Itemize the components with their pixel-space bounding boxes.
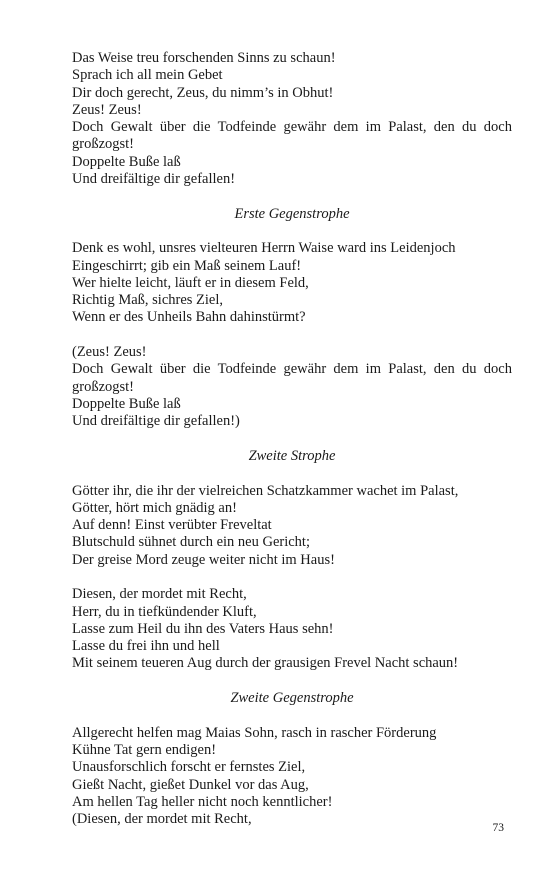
text-body bbox=[72, 50, 512, 828]
verse-line: Lasse du frei ihn und hell bbox=[72, 638, 220, 654]
verse-line: Herr, du in tiefkündender Kluft, bbox=[72, 603, 257, 620]
stanza-gap bbox=[72, 188, 512, 206]
verse-line: Gießt Nacht, gießet Dunkel vor das Aug, bbox=[72, 776, 309, 793]
section-heading-erste-gegenstrophe: Erste Gegenstrophe bbox=[234, 205, 350, 222]
stanza-6 bbox=[72, 725, 512, 829]
verse-line: Das Weise treu forschenden Sinns zu schaun! bbox=[72, 50, 336, 66]
verse-line: Doppelte Buße laß bbox=[72, 395, 181, 412]
verse-line: Diesen, der mordet mit Recht, bbox=[72, 586, 247, 603]
verse-line: Und dreifältige dir gefallen!) bbox=[72, 413, 240, 429]
verse-line: Zeus! Zeus! bbox=[72, 101, 142, 118]
stanza-3 bbox=[72, 344, 512, 430]
stanza-5 bbox=[72, 586, 512, 672]
verse-line: Allgerecht helfen mag Maias Sohn, rasch in rascher Förderung bbox=[72, 724, 437, 741]
page-number: 73 bbox=[492, 822, 504, 834]
verse-line: Auf denn! Einst verübter Freveltat bbox=[72, 517, 272, 533]
verse-line: Sprach ich all mein Gebet bbox=[72, 67, 223, 84]
verse-line: Götter ihr, die ihr der vielreichen Schatzkammer wachet im Palast, bbox=[72, 482, 459, 499]
verse-line: Und dreifältige dir gefallen! bbox=[72, 170, 236, 187]
stanza-gap bbox=[72, 707, 512, 725]
stanza-gap bbox=[72, 673, 512, 691]
verse-line: Unausforschlich forscht er fernstes Ziel, bbox=[72, 759, 306, 776]
verse-line: (Diesen, der mordet mit Recht, bbox=[72, 811, 252, 827]
verse-line: Blutschuld sühnet durch ein neu Gericht; bbox=[72, 534, 310, 551]
verse-line: Doch Gewalt über die Todfeinde gewähr dem im Palast, den du doch großzogst! bbox=[72, 119, 512, 153]
verse-line: Der greise Mord zeuge weiter nicht im Haus! bbox=[72, 551, 335, 568]
stanza-1 bbox=[72, 50, 512, 188]
stanza-gap bbox=[72, 327, 512, 345]
stanza-2 bbox=[72, 240, 512, 326]
verse-line: Denk es wohl, unsres vielteuren Herrn Waise ward ins Leidenjoch bbox=[72, 240, 456, 257]
verse-line: Doppelte Buße laß bbox=[72, 153, 181, 170]
verse-line: Am hellen Tag heller nicht noch kenntlicher! bbox=[72, 793, 333, 810]
stanza-gap bbox=[72, 569, 512, 587]
verse-line: Kühne Tat gern endigen! bbox=[72, 742, 217, 758]
verse-line: Eingeschirrt; gib ein Maß seinem Lauf! bbox=[72, 257, 302, 274]
verse-line: Wenn er des Unheils Bahn dahinstürmt? bbox=[72, 309, 306, 326]
verse-line: Götter, hört mich gnädig an! bbox=[72, 499, 237, 516]
verse-line: Dir doch gerecht, Zeus, du nimm’s in Obhut! bbox=[72, 84, 334, 101]
stanza-gap bbox=[72, 223, 512, 241]
verse-line: Lasse zum Heil du ihn des Vaters Haus sehn! bbox=[72, 620, 334, 637]
section-heading-zweite-strophe: Zweite Strophe bbox=[248, 447, 336, 464]
verse-line: (Zeus! Zeus! bbox=[72, 344, 147, 360]
verse-line: Richtig Maß, sichres Ziel, bbox=[72, 292, 224, 308]
stanza-4 bbox=[72, 483, 512, 569]
verse-line: Wer hielte leicht, läuft er in diesem Feld, bbox=[72, 274, 309, 291]
stanza-gap bbox=[72, 465, 512, 483]
verse-line: Doch Gewalt über die Todfeinde gewähr dem im Palast, den du doch großzogst! bbox=[72, 361, 512, 395]
verse-line: Mit seinem teueren Aug durch der grausigen Frevel Nacht schaun! bbox=[72, 655, 459, 672]
section-heading-zweite-gegenstrophe: Zweite Gegenstrophe bbox=[230, 690, 354, 706]
stanza-gap bbox=[72, 430, 512, 448]
